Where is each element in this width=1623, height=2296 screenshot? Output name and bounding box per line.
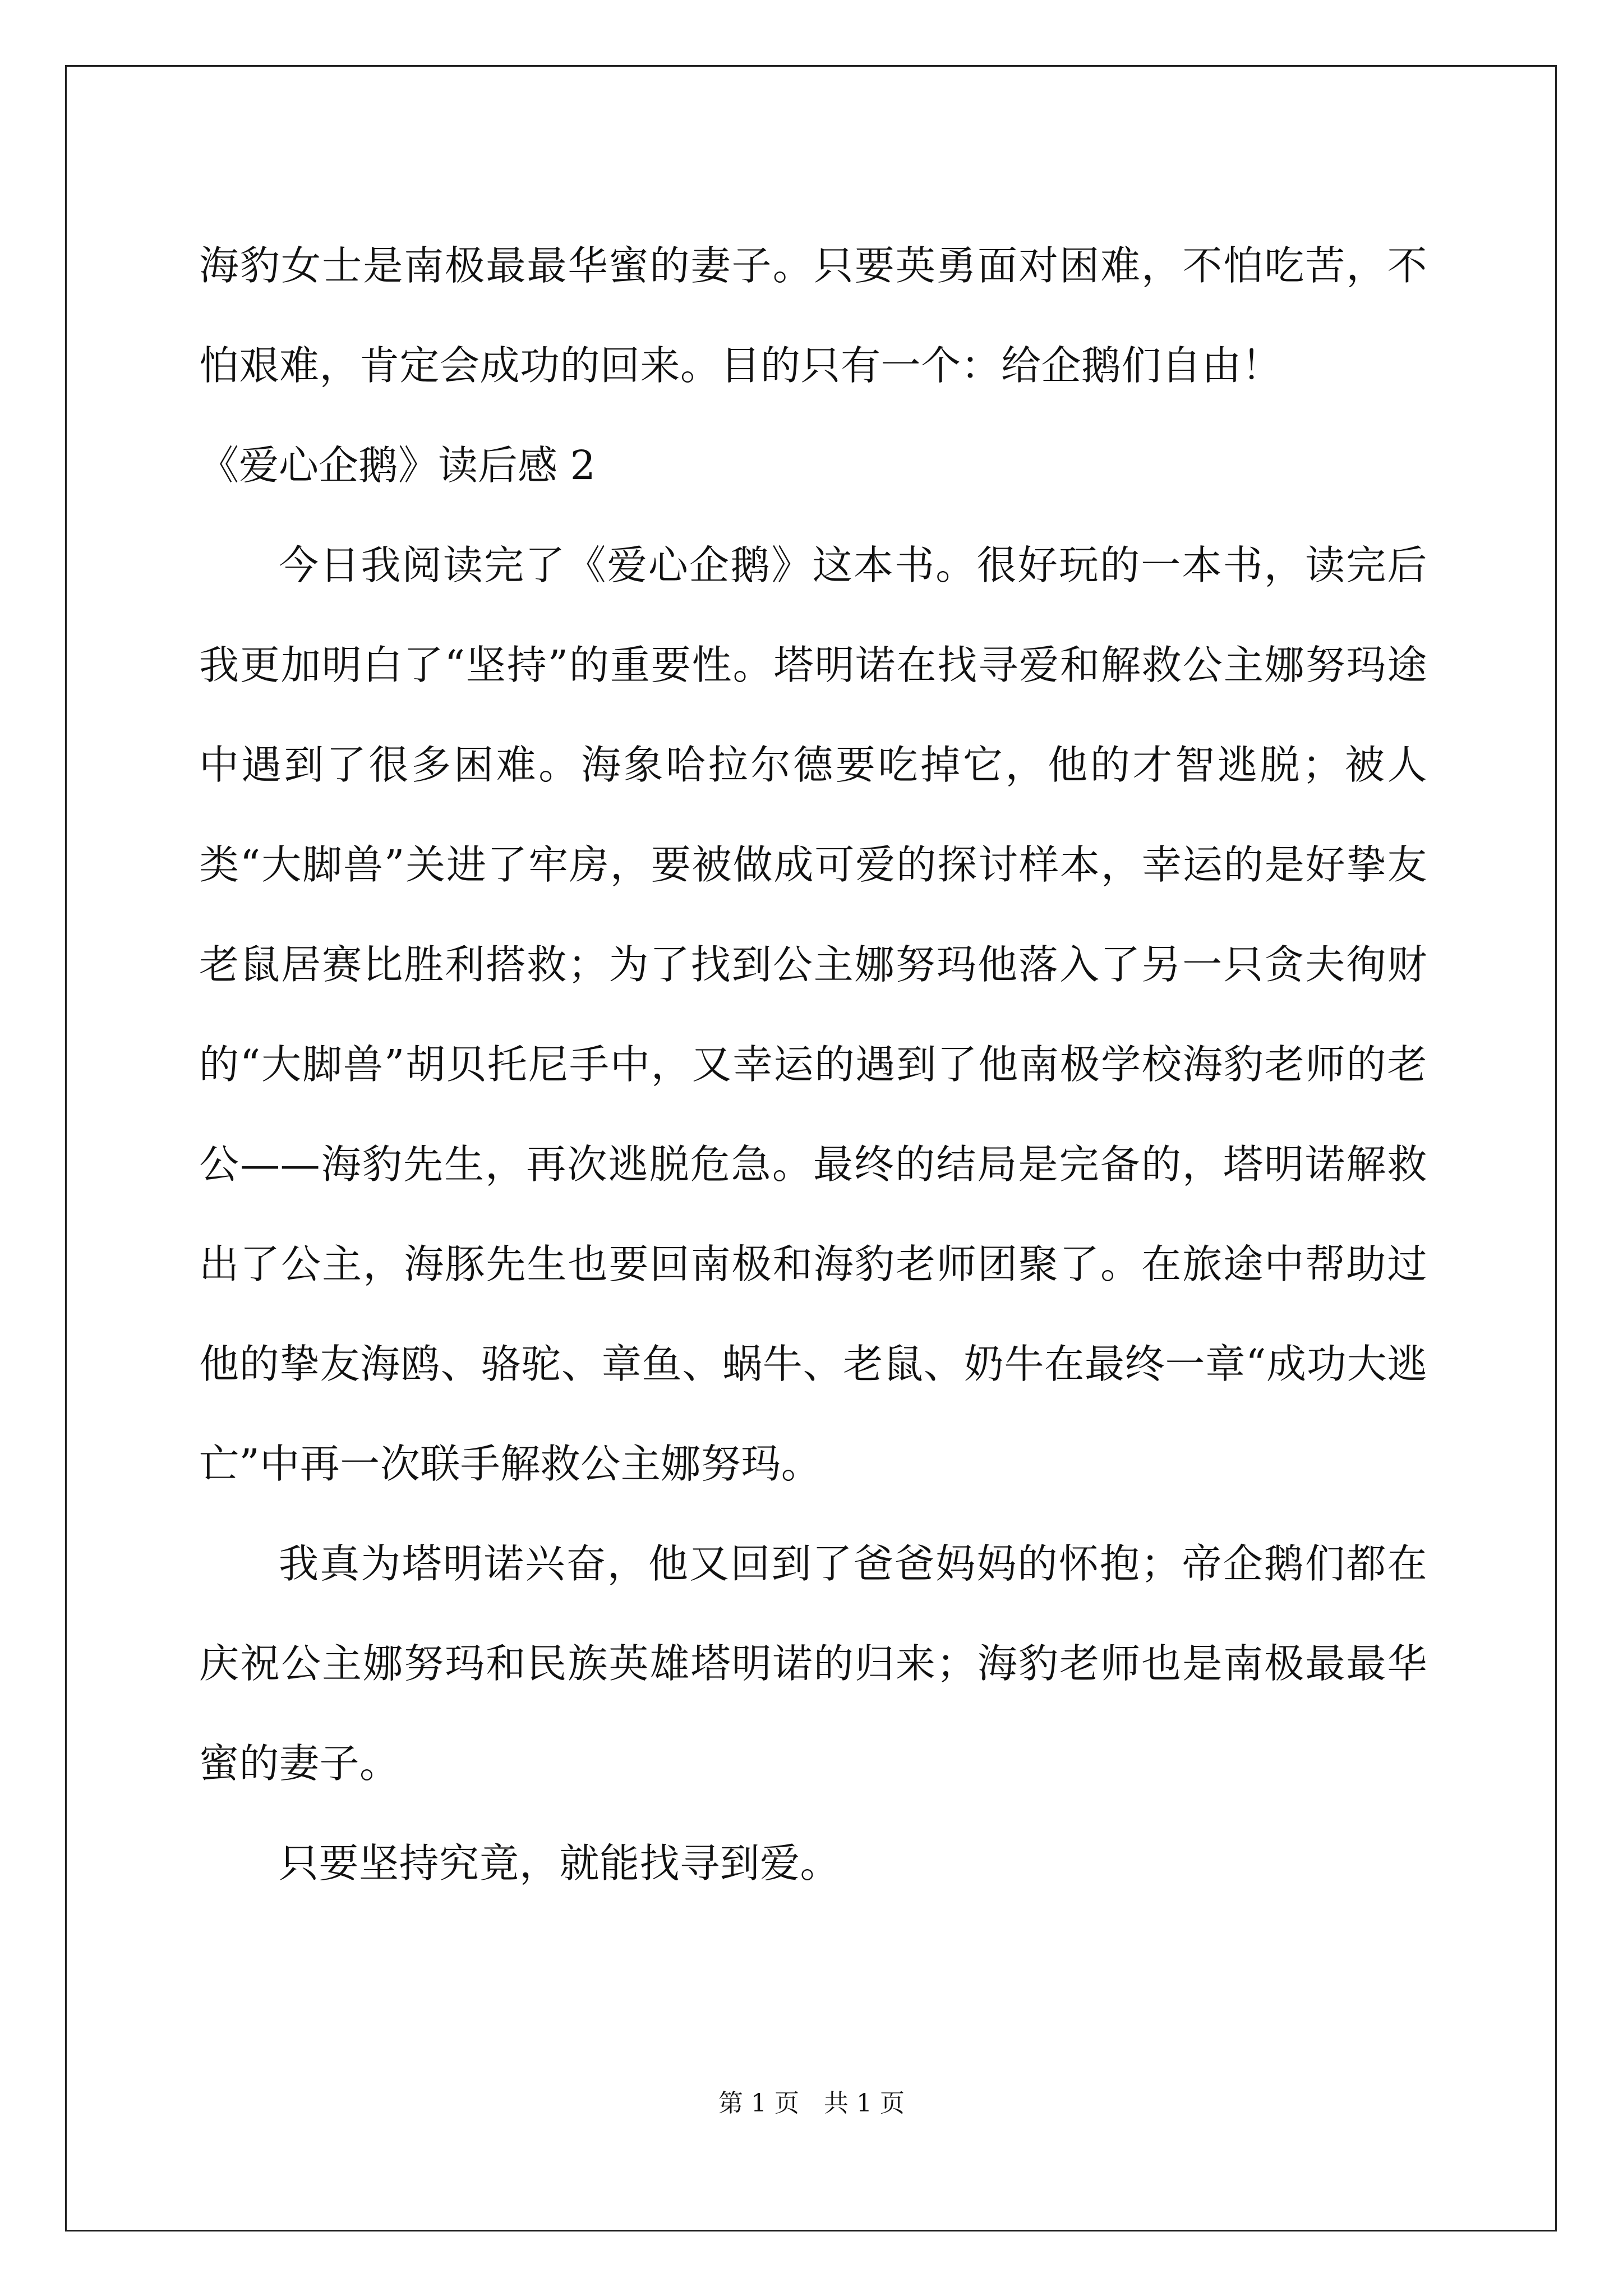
paragraph-continuation: 海豹女士是南极最最华蜜的妻子。只要英勇面对困难，不怕吃苦，不怕艰难，肯定会成功的回来。目的只有一个：给企鹅们自由！ <box>199 242 1427 389</box>
paragraph-summary: 今日我阅读完了《爱心企鹅》这本书。很好玩的一本书，读完后我更加明白了“坚持”的重要性。塔明诺在找寻爱和解救公主娜努玛途中遇到了很多困难。海象哈拉尔德要吃掉它，他的才智逃脱；被人类“大脚兽”关进了牢房，要被做成可爱的探讨样本，幸运的是好挚友老鼠居赛比胜利搭救；为了找到公主娜努玛他落入了另一只贪夫徇财的“大脚兽”胡贝托尼手中，又幸运的遇到了他南极学校海豹老师的老公——海豹先生，再次逃脱危急。最终的结局是完备的，塔明诺解救出了公主，海豚先生也要回南极和海豹老师团聚了。在旅途中帮助过他的挚友海鸥、骆驼、章鱼、蜗牛、老鼠、奶牛在最终一章“成功大逃亡”中再一次联手解救公主娜努玛。 <box>199 542 1427 1487</box>
paragraph-reflection: 我真为塔明诺兴奋，他又回到了爸爸妈妈的怀抱；帝企鹅们都在庆祝公主娜努玛和民族英雄塔明诺的归来；海豹老师也是南极最最华蜜的妻子。 <box>199 1540 1427 1787</box>
paragraph-conclusion: 只要坚持究竟，就能找寻到爱。 <box>279 1840 841 1887</box>
document-body <box>199 216 1427 1913</box>
page-footer: 第 1 页 共 1 页 <box>718 2089 905 2118</box>
section-heading: 《爱心企鹅》读后感 2 <box>199 442 596 489</box>
